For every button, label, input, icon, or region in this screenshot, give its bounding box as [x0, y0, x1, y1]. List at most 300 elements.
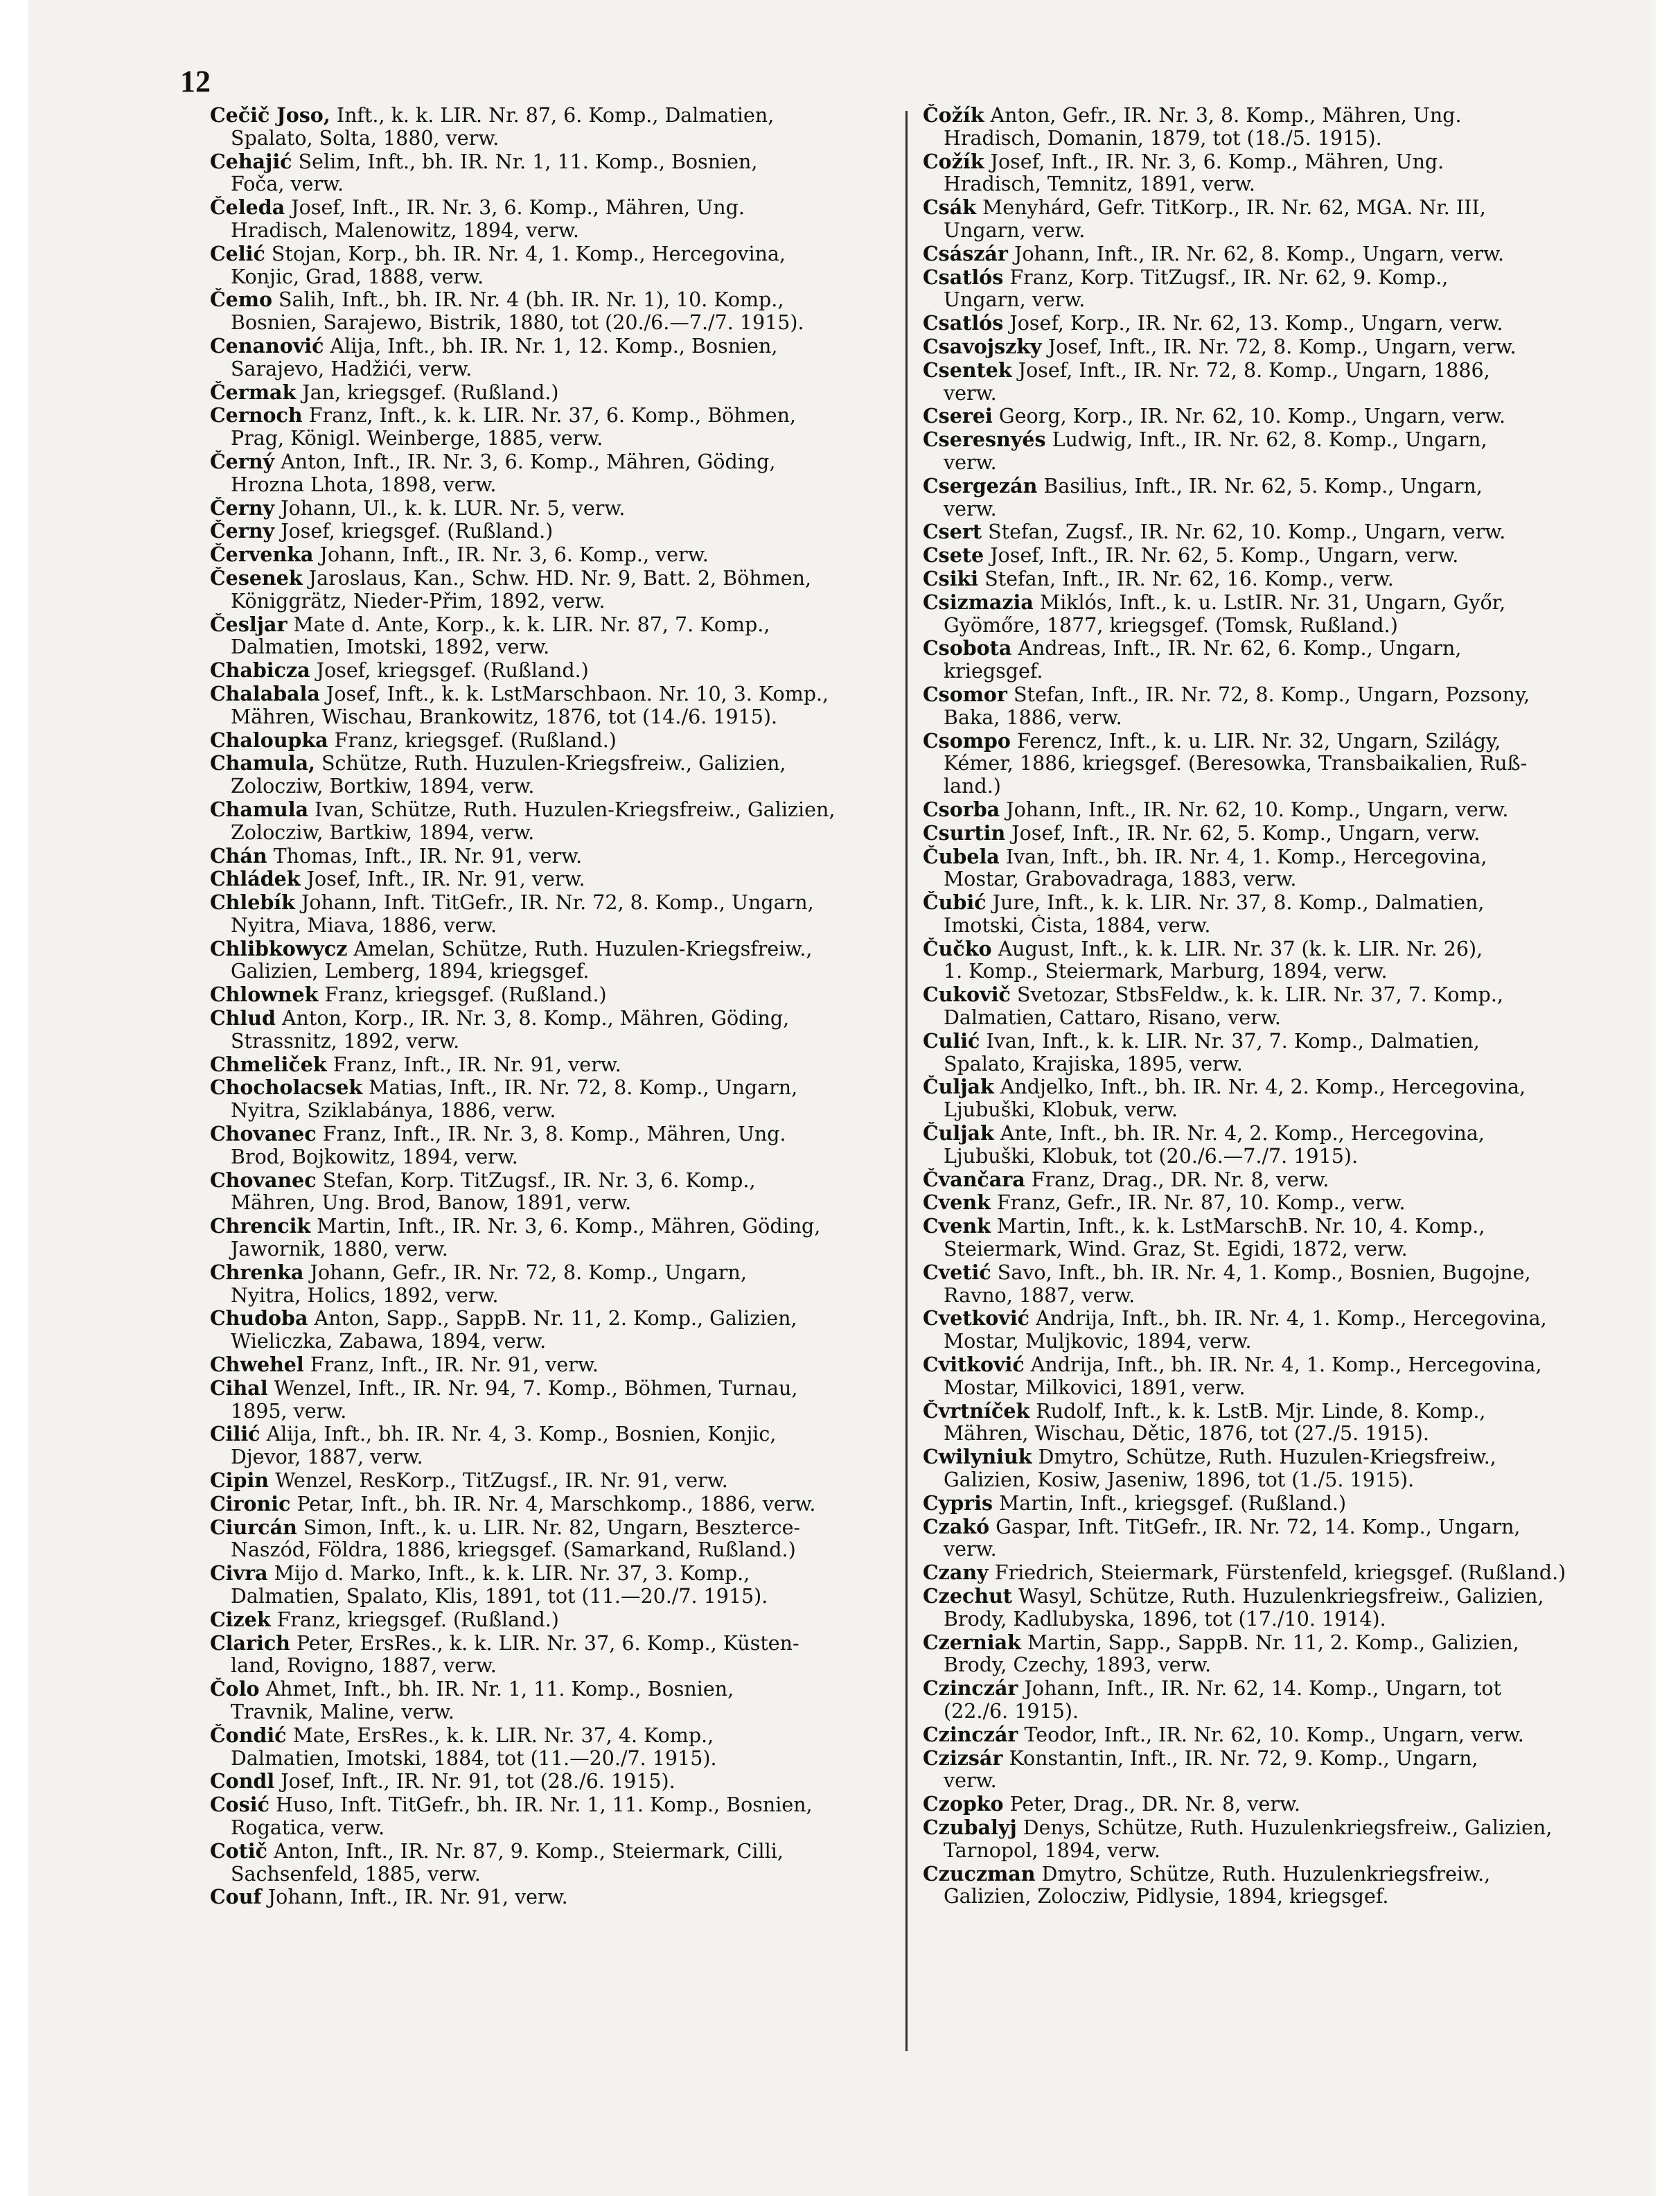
- directory-entry: [210, 938, 892, 984]
- directory-entry: [210, 1886, 892, 1909]
- entry-continuation-line: Galizien, Zolocziw, Pidlysie, 1894, kriegsgef.: [944, 1886, 1389, 1908]
- directory-entry: [210, 613, 892, 660]
- directory-entry: [923, 798, 1605, 822]
- entry-continuation-line: Mostar, Muljkovic, 1894, verw.: [944, 1330, 1252, 1353]
- directory-entry: [923, 938, 1605, 984]
- entry-first-line: [923, 1677, 1605, 1701]
- directory-entry: [210, 1307, 892, 1353]
- entry-details: Wenzel, Inft., IR. Nr. 94, 7. Komp., Böhmen, Turnau,: [274, 1376, 798, 1400]
- entry-continuation-line: Ravno, 1887, verw.: [944, 1284, 1135, 1307]
- entry-details: Stojan, Korp., bh. IR. Nr. 4, 1. Komp., Hercegovina,: [271, 242, 786, 265]
- directory-entry: [210, 243, 892, 289]
- directory-entry: [923, 196, 1605, 243]
- entry-continuation-line: Dalmatien, Imotski, 1892, verw.: [231, 636, 550, 659]
- entry-details: Johann, Gefr., IR. Nr. 72, 8. Komp., Ungarn,: [310, 1260, 747, 1284]
- entry-continuation-line: Bosnien, Sarajewo, Bistrik, 1880, tot (20./6.—7./7. 1915).: [231, 312, 804, 335]
- entry-surname: Cenanović: [210, 334, 324, 358]
- directory-entry: [923, 1307, 1605, 1353]
- directory-entry: [210, 196, 892, 243]
- entry-first-line: [923, 938, 1605, 961]
- entry-details: Martin, Inft., IR. Nr. 3, 6. Komp., Mähren, Göding,: [317, 1215, 821, 1238]
- entry-continuation-line: Jawornik, 1880, verw.: [231, 1238, 448, 1261]
- entry-surname: Czizsár: [923, 1746, 1003, 1770]
- entry-surname: Cernoch: [210, 404, 303, 428]
- entry-first-line: [923, 405, 1605, 428]
- entry-surname: Čuljak: [923, 1075, 994, 1099]
- entry-details: Konstantin, Inft., IR. Nr. 72, 9. Komp., Ungarn,: [1009, 1746, 1478, 1770]
- entry-details: Ante, Inft., bh. IR. Nr. 4, 2. Komp., Hercegovina,: [1000, 1122, 1485, 1145]
- directory-entry: [923, 266, 1605, 313]
- entry-details: Josef, Inft., IR. Nr. 72, 8. Komp., Ungarn, verw.: [1047, 335, 1517, 358]
- entry-continuation-line: Ungarn, verw.: [944, 289, 1086, 312]
- directory-entry: [210, 1076, 892, 1123]
- directory-entry: [923, 683, 1605, 730]
- entry-first-line: [923, 1492, 1605, 1516]
- entry-first-line: [210, 1632, 892, 1655]
- entry-surname: Čvančara: [923, 1168, 1025, 1191]
- directory-entry: [923, 544, 1605, 568]
- entry-surname: Čučko: [923, 937, 992, 960]
- entry-first-line: [210, 1724, 892, 1748]
- entry-first-line: [210, 1377, 892, 1400]
- directory-entry: [210, 1632, 892, 1678]
- entry-details: Amelan, Schütze, Ruth. Huzulen-Kriegsfreiw.,: [353, 937, 813, 960]
- entry-first-line: [923, 1816, 1605, 1840]
- entry-surname: Chlebík: [210, 891, 295, 915]
- entry-surname: Čuljak: [923, 1122, 994, 1145]
- directory-entry: [210, 1516, 892, 1563]
- directory-entry: [923, 405, 1605, 428]
- entry-continuation-line: Spalato, Krajiska, 1895, verw.: [944, 1053, 1243, 1075]
- entry-details: Basilius, Inft., IR. Nr. 62, 5. Komp., Ungarn,: [1043, 474, 1483, 498]
- entry-details: Josef, kriegsgef. (Rußland.): [316, 659, 589, 683]
- directory-entry: [210, 150, 892, 197]
- directory-entry: [923, 730, 1605, 798]
- entry-details: Simon, Inft., k. u. LIR. Nr. 82, Ungarn, Beszterce-: [303, 1516, 801, 1539]
- entry-details: Schütze, Ruth. Huzulen-Kriegsfreiw., Galizien,: [321, 752, 786, 775]
- entry-first-line: [923, 104, 1605, 128]
- entry-surname: Culić: [923, 1029, 980, 1053]
- entry-first-line: [210, 1353, 892, 1377]
- entry-first-line: [210, 845, 892, 868]
- entry-details: Mijo d. Marko, Inft., k. k. LIR. Nr. 37, 3. Komp.,: [274, 1562, 750, 1585]
- directory-entry: [210, 1678, 892, 1724]
- directory-entry: [210, 1423, 892, 1469]
- entry-surname: Chlownek: [210, 983, 319, 1007]
- entry-surname: Csurtin: [923, 821, 1006, 845]
- entry-details: Peter, Drag., DR. Nr. 8, verw.: [1009, 1793, 1301, 1816]
- entry-details: Franz, Korp. TitZugsf., IR. Nr. 62, 9. Komp.,: [1009, 265, 1449, 289]
- entry-details: Anton, Inft., IR. Nr. 87, 9. Komp., Steiermark, Cilli,: [274, 1839, 784, 1863]
- entry-first-line: [210, 659, 892, 683]
- entry-surname: Csizmazia: [923, 590, 1034, 614]
- entry-continuation-line: Foča, verw.: [231, 173, 344, 196]
- entry-surname: Cukovič: [923, 983, 1011, 1007]
- directory-entry: [923, 335, 1605, 359]
- entry-first-line: [210, 1169, 892, 1193]
- entry-details: Franz, Inft., IR. Nr. 91, verw.: [333, 1053, 621, 1076]
- entry-surname: Červenka: [210, 543, 314, 567]
- entry-surname: Čožík: [923, 104, 984, 127]
- entry-surname: Cilić: [210, 1423, 260, 1446]
- entry-first-line: [210, 567, 892, 590]
- entry-first-line: [923, 1075, 1605, 1099]
- entry-details: Petar, Inft., bh. IR. Nr. 4, Marschkomp., 1886, verw.: [297, 1492, 816, 1516]
- directory-entry: [210, 497, 892, 520]
- directory-entry: [923, 1191, 1605, 1215]
- directory-entry: [210, 1724, 892, 1771]
- directory-entry: [210, 1840, 892, 1886]
- directory-entry: [210, 520, 892, 543]
- entry-details: Josef, Inft., IR. Nr. 91, verw.: [306, 868, 585, 891]
- entry-first-line: [210, 683, 892, 706]
- entry-surname: Czuczman: [923, 1862, 1036, 1886]
- directory-entry: [210, 567, 892, 613]
- entry-first-line: [923, 1723, 1605, 1747]
- directory-entry: [210, 1469, 892, 1493]
- directory-entry: [923, 1261, 1605, 1308]
- entry-first-line: [923, 1793, 1605, 1816]
- entry-surname: Chrenka: [210, 1260, 304, 1284]
- entry-details: Dmytro, Schütze, Ruth. Huzulen-Kriegsfreiw.,: [1038, 1446, 1496, 1469]
- entry-continuation-line: Ljubuški, Klobuk, tot (20./6.—7./7. 1915).: [944, 1145, 1359, 1168]
- directory-entry: [923, 822, 1605, 845]
- entry-first-line: [923, 568, 1605, 591]
- entry-details: Teodor, Inft., IR. Nr. 62, 10. Komp., Ungarn, verw.: [1024, 1723, 1524, 1746]
- entry-details: Anton, Sapp., SappB. Nr. 11, 2. Komp., Galizien,: [314, 1307, 797, 1330]
- entry-details: Stefan, Inft., IR. Nr. 72, 8. Komp., Ungarn, Pozsony,: [1013, 683, 1530, 706]
- entry-details: Johann, Inft. TitGefr., IR. Nr. 72, 8. Komp., Ungarn,: [301, 891, 814, 915]
- entry-continuation-line: Brody, Kadlubyska, 1896, tot (17./10. 1914).: [944, 1608, 1386, 1631]
- directory-entry: [923, 1631, 1605, 1678]
- entry-details: Johann, Ul., k. k. LUR. Nr. 5, verw.: [281, 496, 626, 520]
- directory-entry: [210, 543, 892, 567]
- entry-surname: Cseresnyés: [923, 428, 1046, 452]
- entry-continuation-line: Kémer, 1886, kriegsgef. (Beresowka, Transbaikalien, Ruß-: [944, 753, 1528, 775]
- directory-entry: [210, 1793, 892, 1840]
- entry-first-line: [923, 1261, 1605, 1285]
- directory-entry: [210, 1493, 892, 1516]
- entry-surname: Csomor: [923, 683, 1007, 706]
- directory-entry: [923, 891, 1605, 938]
- entry-surname: Csorba: [923, 798, 1000, 821]
- entry-details: Rudolf, Inft., k. k. LstB. Mjr. Linde, 8. Komp.,: [1036, 1399, 1486, 1423]
- entry-surname: Chudoba: [210, 1307, 308, 1330]
- entry-surname: Cehajić: [210, 150, 292, 173]
- entry-surname: Cvenk: [923, 1191, 991, 1215]
- entry-first-line: [210, 1886, 892, 1909]
- entry-details: Josef, Inft., IR. Nr. 3, 6. Komp., Mähren, Ung.: [990, 150, 1444, 173]
- entry-surname: Cvetković: [923, 1307, 1030, 1330]
- entry-first-line: [923, 1122, 1605, 1145]
- directory-entry: [923, 1492, 1605, 1516]
- entry-first-line: [210, 1793, 892, 1817]
- entry-surname: Čolo: [210, 1678, 260, 1701]
- entry-first-line: [923, 1585, 1605, 1608]
- entry-details: Josef, Inft., IR. Nr. 62, 5. Komp., Ungarn, verw.: [990, 544, 1459, 568]
- entry-surname: Csete: [923, 544, 984, 568]
- entry-first-line: [210, 450, 892, 474]
- entry-continuation-line: Prag, Königl. Weinberge, 1885, verw.: [231, 428, 603, 450]
- entry-first-line: [210, 1840, 892, 1863]
- entry-continuation-line: verw.: [944, 451, 997, 474]
- entry-surname: Čubić: [923, 891, 987, 915]
- entry-continuation-line: Dalmatien, Cattaro, Risano, verw.: [944, 1007, 1281, 1030]
- entry-continuation-line: verw.: [944, 1770, 997, 1793]
- entry-first-line: [210, 729, 892, 753]
- entry-surname: Czany: [923, 1561, 989, 1585]
- entry-first-line: [210, 1053, 892, 1077]
- directory-entry: [923, 312, 1605, 335]
- directory-entry: [210, 1215, 892, 1261]
- directory-entry: [923, 1353, 1605, 1400]
- entry-surname: Cotič: [210, 1839, 268, 1863]
- entry-details: Friedrich, Steiermark, Fürstenfeld, kriegsgef. (Rußland.): [994, 1561, 1566, 1585]
- entry-continuation-line: Mostar, Milkovici, 1891, verw.: [944, 1376, 1246, 1399]
- entry-details: Josef, Inft., IR. Nr. 72, 8. Komp., Ungarn, 1886,: [1018, 358, 1490, 382]
- entry-details: Mate, ErsRes., k. k. LIR. Nr. 37, 4. Komp.,: [292, 1723, 714, 1747]
- entry-surname: Czechut: [923, 1585, 1012, 1608]
- entry-details: Johann, Inft., IR. Nr. 3, 6. Komp., verw.: [319, 543, 709, 567]
- entry-surname: Chaloupka: [210, 728, 328, 752]
- entry-first-line: [923, 637, 1605, 660]
- entry-first-line: [923, 1168, 1605, 1192]
- entry-first-line: [923, 891, 1605, 915]
- entry-continuation-line: Baka, 1886, verw.: [944, 706, 1122, 729]
- entry-continuation-line: Dalmatien, Spalato, Klis, 1891, tot (11.—20./7. 1915).: [231, 1585, 768, 1608]
- entry-details: Ferencz, Inft., k. u. LIR. Nr. 32, Ungarn, Szilágy,: [1016, 729, 1501, 753]
- entry-details: Miklós, Inft., k. u. LstIR. Nr. 31, Ungarn, Győr,: [1039, 590, 1506, 614]
- page-number: 12: [180, 64, 211, 98]
- entry-surname: Csergezán: [923, 474, 1038, 498]
- entry-continuation-line: Imotski, Čista, 1884, verw.: [944, 914, 1211, 937]
- entry-details: Jaroslaus, Kan., Schw. HD. Nr. 9, Batt. 2, Böhmen,: [308, 566, 812, 590]
- entry-surname: Chovanec: [210, 1123, 317, 1146]
- directory-entry: [923, 1747, 1605, 1793]
- entry-first-line: [923, 544, 1605, 568]
- entry-first-line: [923, 150, 1605, 174]
- entry-details: Matias, Inft., IR. Nr. 72, 8. Komp., Ungarn,: [369, 1076, 798, 1100]
- directory-entry: [210, 1261, 892, 1308]
- directory-entry: [923, 1816, 1605, 1863]
- entry-surname: Cipin: [210, 1469, 269, 1493]
- entry-surname: Celić: [210, 242, 265, 265]
- directory-entry: [923, 359, 1605, 405]
- entry-details: Mate d. Ante, Korp., k. k. LIR. Nr. 87, 7. Komp.,: [293, 613, 770, 636]
- directory-entry: [923, 983, 1605, 1030]
- entry-continuation-line: Galizien, Kosiw, Jaseniw, 1896, tot (1./5. 1915).: [944, 1469, 1415, 1492]
- entry-surname: Chamula,: [210, 752, 315, 775]
- entry-first-line: [923, 798, 1605, 822]
- entry-surname: Čermak: [210, 380, 297, 404]
- entry-surname: Černy: [210, 520, 275, 543]
- entry-surname: Császár: [923, 242, 1008, 265]
- entry-details: Salih, Inft., bh. IR. Nr. 4 (bh. IR. Nr. 1), 10. Komp.,: [278, 288, 784, 312]
- entry-details: Martin, Inft., kriegsgef. (Rußland.): [999, 1491, 1347, 1515]
- entry-details: Anton, Gefr., IR. Nr. 3, 8. Komp., Mähren, Ung.: [990, 104, 1462, 127]
- entry-surname: Csompo: [923, 729, 1011, 753]
- entry-details: Stefan, Korp. TitZugsf., IR. Nr. 3, 6. Komp.,: [322, 1168, 756, 1192]
- entry-continuation-line: Galizien, Lemberg, 1894, kriegsgef.: [231, 960, 590, 983]
- entry-first-line: [210, 243, 892, 266]
- entry-surname: Cvitković: [923, 1353, 1025, 1377]
- entry-details: Josef, Inft., IR. Nr. 3, 6. Komp., Mähren, Ung.: [291, 196, 745, 220]
- entry-surname: Czakó: [923, 1515, 990, 1538]
- entry-surname: Chalabala: [210, 682, 320, 705]
- entry-continuation-line: verw.: [944, 382, 997, 405]
- entry-surname: Černy: [210, 496, 275, 520]
- entry-first-line: [923, 1307, 1605, 1330]
- entry-details: Ludwig, Inft., IR. Nr. 62, 8. Komp., Ungarn,: [1052, 428, 1487, 452]
- entry-continuation-line: Steiermark, Wind. Graz, St. Egidi, 1872, verw.: [944, 1238, 1408, 1261]
- entry-details: Georg, Korp., IR. Nr. 62, 10. Komp., Ungarn, verw.: [998, 405, 1506, 428]
- entry-details: Andrija, Inft., bh. IR. Nr. 4, 1. Komp., Hercegovina,: [1036, 1307, 1547, 1330]
- entry-continuation-line: Spalato, Solta, 1880, verw.: [231, 127, 499, 150]
- entry-continuation-line: kriegsgef.: [944, 660, 1043, 683]
- entry-first-line: [923, 1631, 1605, 1655]
- directory-entry: [210, 288, 892, 335]
- entry-details: Martin, Inft., k. k. LstMarschB. Nr. 10, 4. Komp.,: [996, 1215, 1485, 1238]
- entry-first-line: [923, 520, 1605, 544]
- entry-continuation-line: Hrozna Lhota, 1898, verw.: [231, 473, 497, 496]
- entry-first-line: [923, 1747, 1605, 1771]
- entry-continuation-line: Strassnitz, 1892, verw.: [231, 1030, 460, 1053]
- entry-surname: Chovanec: [210, 1168, 317, 1192]
- entry-details: Peter, ErsRes., k. k. LIR. Nr. 37, 6. Komp., Küsten-: [296, 1631, 799, 1655]
- entry-continuation-line: Djevor, 1887, verw.: [231, 1446, 423, 1469]
- directory-entry: [210, 1377, 892, 1423]
- entry-surname: Čondić: [210, 1723, 287, 1747]
- entry-continuation-line: Rogatica, verw.: [231, 1816, 385, 1839]
- entry-surname: Cserei: [923, 405, 993, 428]
- entry-continuation-line: Hradisch, Malenowitz, 1894, verw.: [231, 219, 579, 242]
- entry-first-line: [923, 475, 1605, 498]
- directory-entry: [210, 104, 892, 150]
- entry-details: Dmytro, Schütze, Ruth. Huzulenkriegsfreiw.,: [1041, 1862, 1491, 1886]
- entry-details: Jure, Inft., k. k. LIR. Nr. 37, 8. Komp., Dalmatien,: [992, 891, 1485, 915]
- entry-first-line: [210, 1562, 892, 1585]
- directory-entry: [923, 1561, 1605, 1585]
- entry-continuation-line: Sachsenfeld, 1885, verw.: [231, 1863, 481, 1886]
- entry-continuation-line: Ungarn, verw.: [944, 219, 1086, 242]
- document-page: [28, 0, 1656, 2196]
- entry-surname: Csobota: [923, 637, 1012, 660]
- entry-surname: Czubalyj: [923, 1816, 1017, 1839]
- entry-details: Andjelko, Inft., bh. IR. Nr. 4, 2. Komp., Hercegovina,: [1000, 1075, 1526, 1099]
- entry-first-line: [210, 381, 892, 405]
- entry-details: Franz, Inft., IR. Nr. 3, 8. Komp., Mähren, Ung.: [322, 1123, 786, 1146]
- entry-surname: Csavojszky: [923, 335, 1042, 358]
- entry-first-line: [210, 543, 892, 567]
- entry-surname: Česenek: [210, 566, 303, 590]
- directory-entry: [923, 637, 1605, 683]
- entry-surname: Cypris: [923, 1491, 993, 1515]
- entry-surname: Cihal: [210, 1376, 268, 1400]
- directory-entry: [210, 1007, 892, 1053]
- entry-surname: Csiki: [923, 567, 979, 590]
- entry-surname: Chán: [210, 844, 267, 868]
- directory-entry: [210, 1123, 892, 1169]
- entry-surname: Chamula: [210, 798, 309, 821]
- entry-surname: Chlibkowycz: [210, 937, 348, 960]
- directory-entry: [210, 891, 892, 938]
- left-column: [210, 104, 892, 1909]
- directory-entry: [210, 450, 892, 497]
- entry-first-line: [923, 1561, 1605, 1585]
- directory-entry: [210, 1353, 892, 1377]
- entry-surname: Csentek: [923, 358, 1012, 382]
- entry-details: Franz, kriegsgef. (Rußland.): [324, 983, 607, 1007]
- entry-first-line: [923, 1215, 1605, 1238]
- directory-entry: [210, 729, 892, 753]
- directory-entry: [210, 335, 892, 381]
- directory-entry: [923, 1168, 1605, 1192]
- entry-details: Denys, Schütze, Ruth. Huzulenkriegsfreiw., Galizien,: [1023, 1816, 1553, 1839]
- entry-surname: Csatlós: [923, 265, 1004, 289]
- right-column: [923, 104, 1605, 1908]
- entry-continuation-line: 1. Komp., Steiermark, Marburg, 1894, verw.: [944, 960, 1388, 983]
- entry-details: Selim, Inft., bh. IR. Nr. 1, 11. Komp., Bosnien,: [298, 150, 758, 173]
- entry-continuation-line: Konjic, Grad, 1888, verw.: [231, 265, 484, 288]
- directory-entry: [923, 1400, 1605, 1446]
- entry-details: Martin, Sapp., SappB. Nr. 11, 2. Komp., Galizien,: [1027, 1631, 1519, 1654]
- directory-entry: [210, 1053, 892, 1077]
- entry-surname: Couf: [210, 1886, 262, 1909]
- entry-surname: Ciurcán: [210, 1516, 297, 1539]
- entry-continuation-line: Zolocziw, Bortkiw, 1894, verw.: [231, 775, 535, 798]
- entry-details: Anton, Korp., IR. Nr. 3, 8. Komp., Mähren, Göding,: [281, 1007, 790, 1030]
- entry-first-line: [210, 150, 892, 174]
- entry-details: Franz, Inft., IR. Nr. 91, verw.: [310, 1353, 599, 1377]
- entry-continuation-line: Brod, Bojkowitz, 1894, verw.: [231, 1145, 518, 1168]
- entry-continuation-line: Mähren, Wischau, Brankowitz, 1876, tot (14./6. 1915).: [231, 705, 778, 728]
- entry-continuation-line: verw.: [944, 1538, 997, 1561]
- entry-details: Franz, kriegsgef. (Rußland.): [334, 728, 617, 752]
- entry-first-line: [210, 1076, 892, 1100]
- directory-entry: [923, 1215, 1605, 1261]
- entry-details: Anton, Inft., IR. Nr. 3, 6. Komp., Mähren, Göding,: [281, 450, 776, 473]
- entry-first-line: [210, 1678, 892, 1701]
- directory-entry: [923, 1723, 1605, 1747]
- entry-details: Savo, Inft., bh. IR. Nr. 4, 1. Komp., Bosnien, Bugojne,: [997, 1260, 1531, 1284]
- entry-first-line: [923, 822, 1605, 845]
- directory-entry: [923, 1122, 1605, 1168]
- entry-continuation-line: Gyömőre, 1877, kriegsgef. (Tomsk, Rußland.): [944, 614, 1398, 637]
- entry-details: Menyhárd, Gefr. TitKorp., IR. Nr. 62, MGA. Nr. III,: [982, 196, 1486, 220]
- entry-continuation-line: verw.: [944, 498, 997, 520]
- entry-first-line: [210, 1123, 892, 1146]
- entry-surname: Cwilyniuk: [923, 1446, 1032, 1469]
- entry-surname: Chabicza: [210, 659, 310, 683]
- entry-details: Johann, Inft., IR. Nr. 62, 14. Komp., Ungarn, tot: [1024, 1677, 1502, 1701]
- directory-entry: [923, 1677, 1605, 1723]
- directory-entry: [923, 1793, 1605, 1816]
- directory-entry: [923, 475, 1605, 521]
- directory-entry: [923, 150, 1605, 197]
- entry-surname: Csert: [923, 520, 982, 544]
- entry-first-line: [923, 1400, 1605, 1423]
- entry-continuation-line: Sarajevo, Hadžići, verw.: [231, 358, 472, 380]
- entry-details: Josef, Korp., IR. Nr. 62, 13. Komp., Ungarn, verw.: [1009, 312, 1503, 335]
- directory-entry: [210, 1562, 892, 1608]
- entry-surname: Cosić: [210, 1793, 269, 1817]
- directory-entry: [210, 659, 892, 683]
- entry-details: Andrija, Inft., bh. IR. Nr. 4, 1. Komp., Hercegovina,: [1030, 1353, 1542, 1377]
- entry-details: Johann, Inft., IR. Nr. 91, verw.: [267, 1886, 568, 1909]
- entry-details: Josef, kriegsgef. (Rußland.): [281, 520, 554, 543]
- entry-first-line: [210, 613, 892, 637]
- entry-surname: Chmeliček: [210, 1053, 327, 1076]
